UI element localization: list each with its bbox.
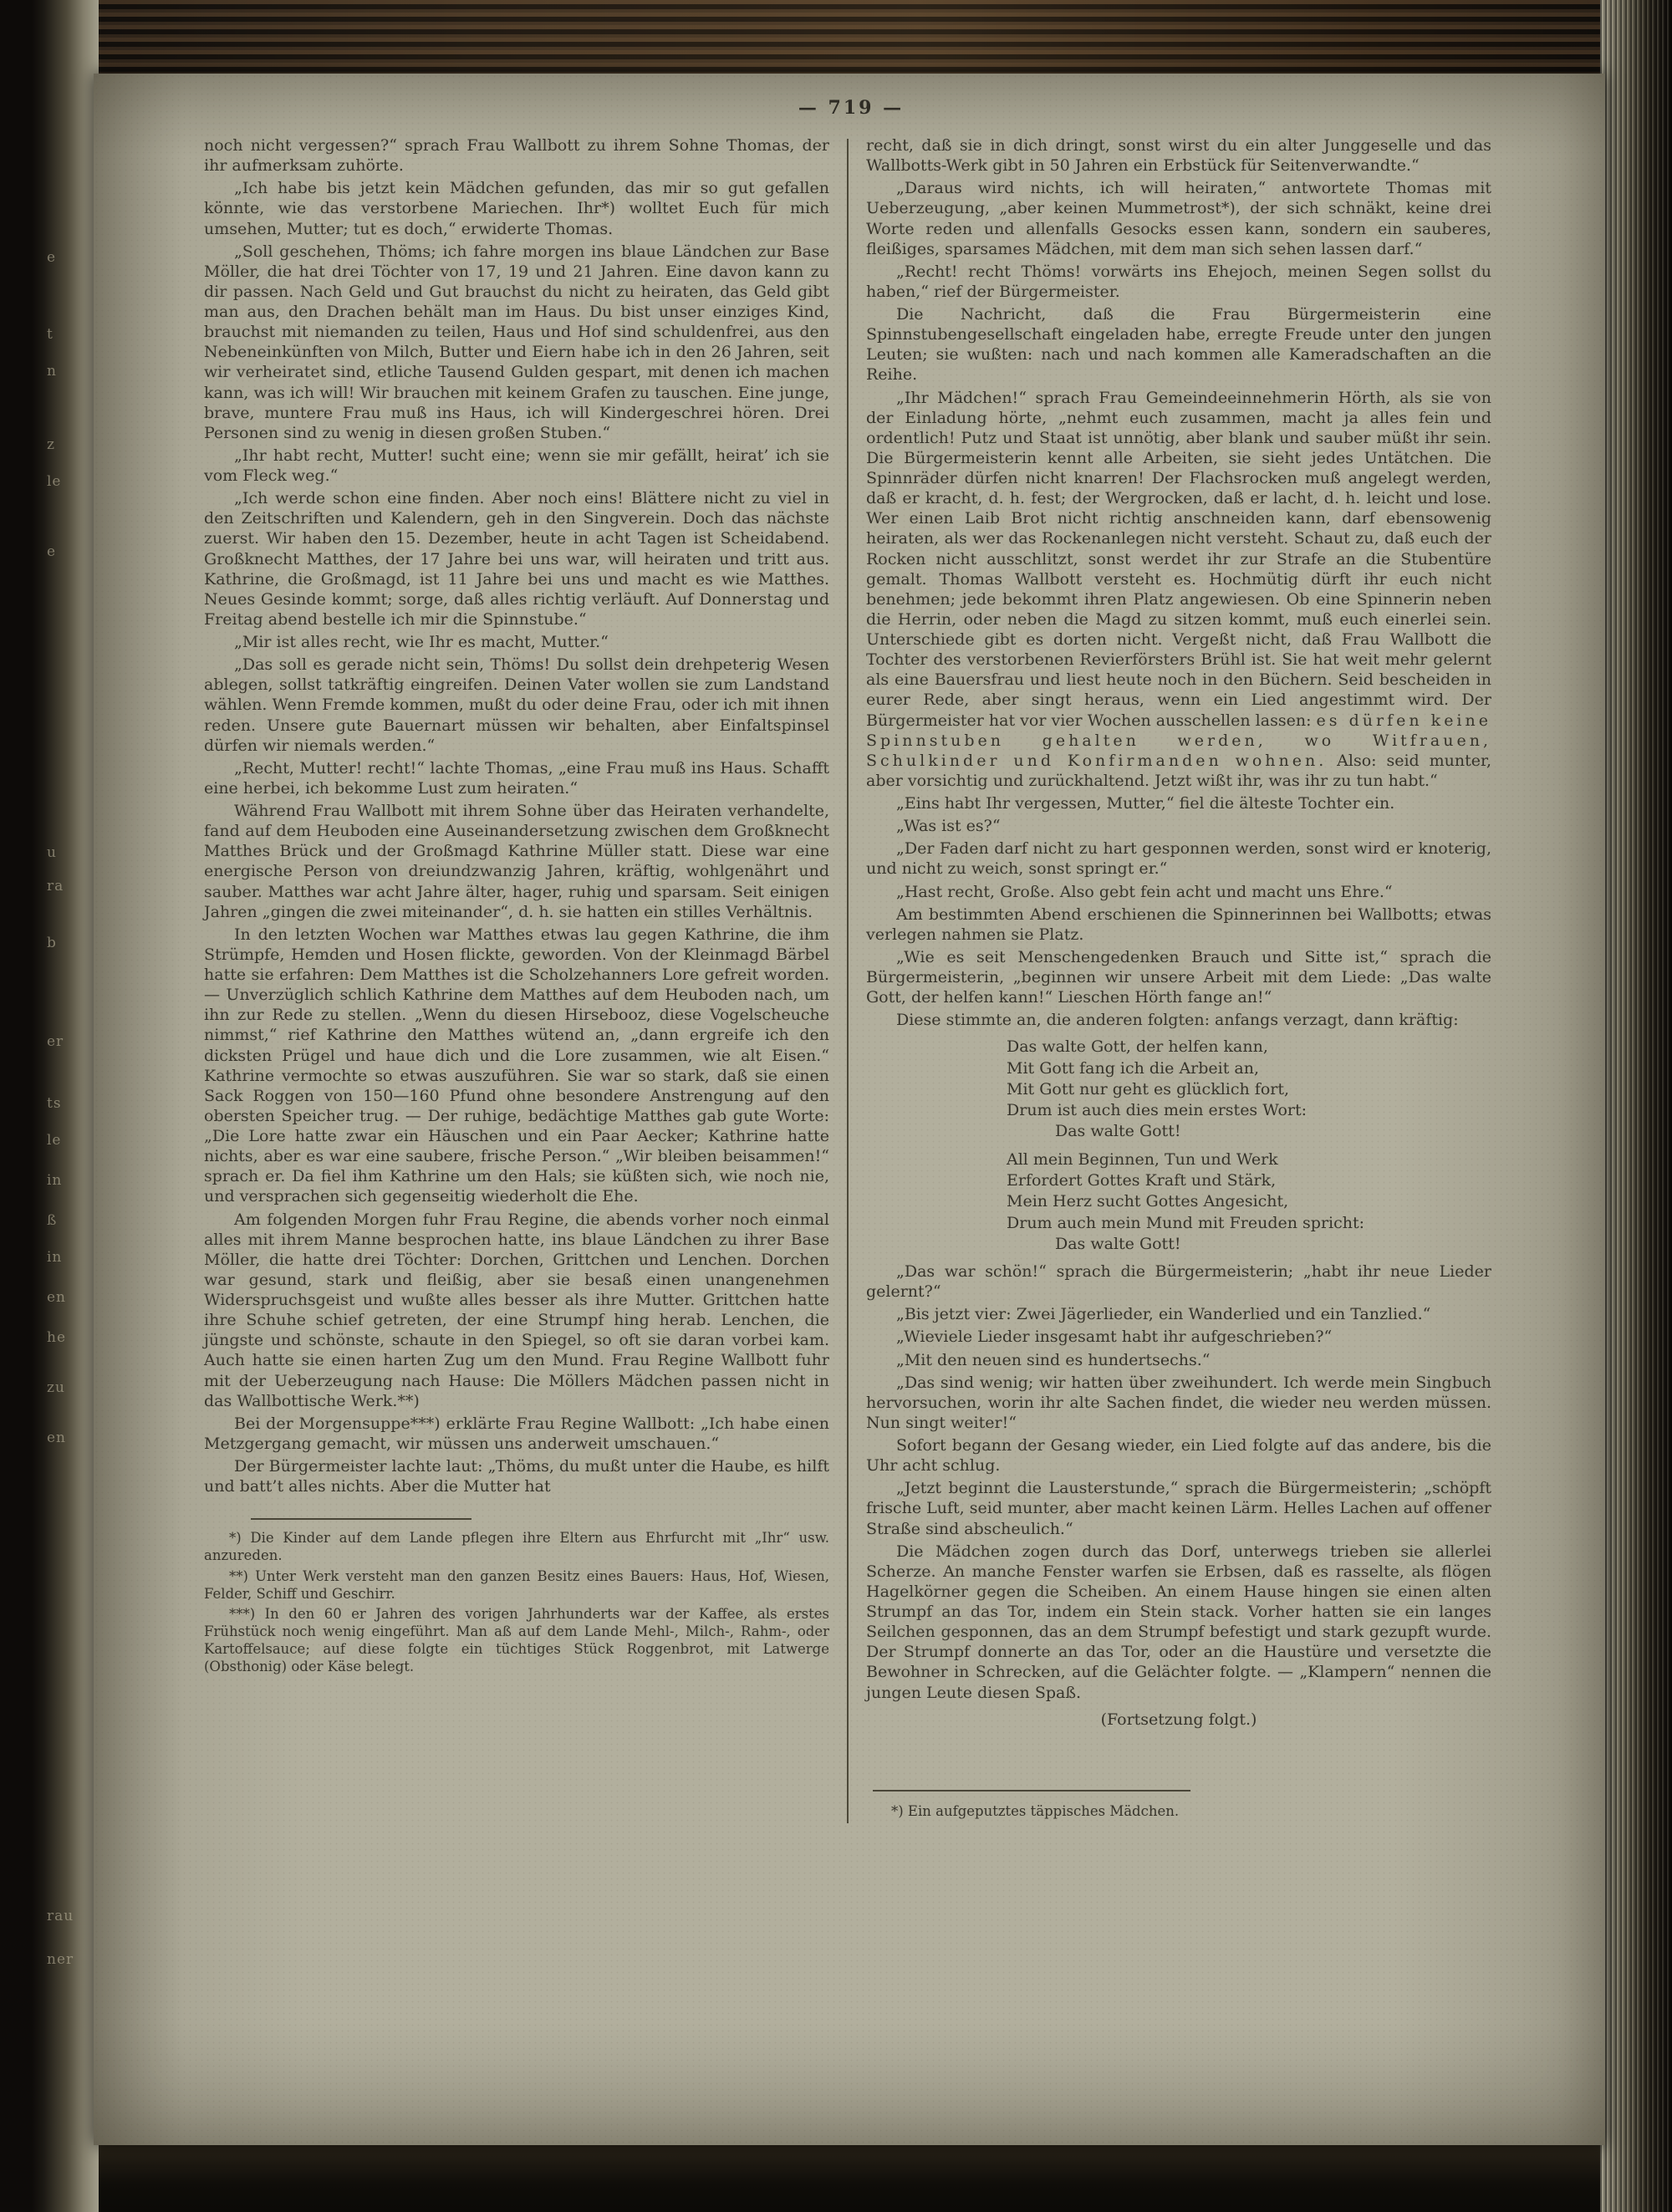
speech-text: „Ihr Mädchen!“ sprach Frau Gemeindeeinnehmerin Hörth, als sie von der Einladung hörte, „nehmt euch zusammen, macht ja alles fein und ordentlich! Putz und Staat ist unnötig, aber blank und sauber müßt ihr sein. Die Bürgermeisterin kennt alle Arbeiten, sie sieht jedes Untätchen. Die Spinnräder dürfen nicht knarren! Der Flachsrocken muß angelegt werden, daß er kracht, d. h. fest; der Wergrocken, daß er lacht, d. h. leicht und lose. Wer einen Laib Brot nicht richtig anschneiden kann, darf ebensowenig heiraten, als wer das Rockenanlegen nicht versteht. Schaut zu, daß euch der Rocken nicht ausschlitzt, sonst werdet ihr zur Strafe an die Stubentüre gemalt. Thomas Wallbott versteht es. Hochmütig dürft ihr euch nicht benehmen; jede bekommt ihren Platz angewiesen. Ob eine Spinnerin neben die Herrin, oder neben die Magd zu sitzen kommt, muß euch einerlei sein. Unterschiede gibt es dorten nicht. Vergeßt nicht, daß Frau Wallbott die Tochter des verstorbenen Revierförsters Brühl ist. Sie hat weit mehr gelernt als eine Bauersfrau und liest heute noch in den Büchern. Seid bescheiden in eurer Rede, aber singt heraus, wenn ein Lied angestimmt wird. Der Bürgermeister hat vor vier Wochen ausschellen lassen:: [866, 388, 1491, 730]
bleed-through-text: e: [47, 543, 57, 560]
footnote-separator: [251, 1518, 472, 1520]
bleed-through-text: ß: [47, 1212, 58, 1229]
bleed-through-text: t: [47, 326, 54, 343]
paragraph: Am bestimmten Abend erschienen die Spinnerinnen bei Wallbotts; etwas verlegen nahmen sie Platz.: [866, 905, 1491, 944]
page-paper: [94, 74, 1605, 2145]
paragraph: Bei der Morgensuppe***) erklärte Frau Regine Wallbott: „Ich habe einen Metzgergang gemacht, wir müssen uns anderweit umschauen.“: [204, 1414, 829, 1453]
paragraph: „Das sind wenig; wir hatten über zweihundert. Ich werde mein Singbuch hervorsuchen, worin ihr alte Sachen findet, die wieder neu werden müssen. Nun singt weiter!“: [866, 1373, 1491, 1432]
bleed-through-text: er: [47, 1033, 64, 1050]
letter-spaced-text: es dürfen keine Spinnstuben gehalten werden, wo Witfrauen, Schulkinder und Konfirmanden wohnen.: [866, 711, 1491, 770]
footnote: ***) In den 60 er Jahren des vorigen Jahrhunderts war der Kaffee, als erstes Frühstück noch wenig eingeführt. Man aß auf dem Lande Mehl-, Milch-, Rahm-, oder Kartoffelsauce; auf diese folgte ein tüchtiges Stück Roggenbrot, mit Latwerge (Obsthonig) oder Käse belegt.: [204, 1606, 829, 1674]
bleed-through-text: le: [47, 1132, 62, 1149]
paragraph: „Was ist es?“: [896, 817, 1001, 836]
bleed-through-text: rau: [47, 1908, 74, 1924]
footnote: *) Ein aufgeputztes täppisches Mädchen.: [891, 1802, 1180, 1819]
footnote: *) Die Kinder auf dem Lande pflegen ihre Eltern aus Ehrfurcht mit „Ihr“ usw. anzureden.: [204, 1530, 829, 1564]
paragraph: „Jetzt beginnt die Lausterstunde,“ sprach die Bürgermeisterin; „schöpft frische Luft, seid munter, aber macht keinen Lärm. Helles Lachen auf offener Straße sind abscheulich.“: [866, 1479, 1491, 1538]
paragraph: „Hast recht, Große. Also gebt fein acht und macht uns Ehre.“: [896, 882, 1393, 901]
paragraph: „Recht, Mutter! recht!“ lachte Thomas, „eine Frau muß ins Haus. Schafft eine herbei, ich bekomme Lust zum heiraten.“: [204, 758, 829, 798]
hymn-line: Mit Gott fang ich die Arbeit an,: [1007, 1058, 1260, 1078]
speech-text: Also: seid munter, aber vorsichtig und zurückhaltend. Jetzt wißt ihr, was ihr zu tun habt.“: [866, 751, 1491, 790]
bleed-through-text: le: [47, 473, 62, 490]
bleed-through-text: in: [47, 1172, 63, 1189]
paragraph: „Wieviele Lieder insgesamt habt ihr aufgeschrieben?“: [896, 1328, 1333, 1347]
paragraph: „Der Faden darf nicht zu hart gesponnen werden, sonst wird er knoterig, und nicht zu weich, sonst springt er.“: [866, 839, 1491, 879]
paragraph: recht, daß sie in dich dringt, sonst wirst du ein alter Junggeselle und das Wallbotts-Werk gibt in 50 Jahren ein Erbstück für Seitenverwandte.“: [866, 136, 1491, 176]
hymn-line: Mit Gott nur geht es glücklich fort,: [1007, 1079, 1290, 1098]
paragraph: „Ich habe bis jetzt kein Mädchen gefunden, das mir so gut gefallen könnte, wie das verstorbene Mariechen. Ihr*) wolltet Euch für mich umsehen, Mutter; tut es doch,“ erwiderte Thomas.: [204, 179, 829, 238]
paragraph: Am folgenden Morgen fuhr Frau Regine, die abends vorher noch einmal alles mit ihrem Manne besprochen hatte, ins blaue Ländchen zu ihrer Base Möller, die hatte drei Töchter: Dorchen, Grittchen und Lenchen. Dorchen war gesund, stark und fleißig, aber sie besaß einen unangenehmen Widerspruchsgeist und wußte alles besser als ihre Mutter. Grittchen hatte ihre Schuhe schief getreten, der eine Strumpf hing herab. Lenchen, die jüngste und schönste, schaute in den Spiegel, so oft sie daran vorbei kam. Auch hatte sie einen harten Zug um den Mund. Frau Regine Wallbott fuhr mit der Ueberzeugung nach Hause: Die Möllers Mädchen passen nicht in das Wallbottische Werk.**): [204, 1210, 829, 1410]
paragraph: „Recht! recht Thöms! vorwärts ins Ehejoch, meinen Segen sollst du haben,“ rief der Bürgermeister.: [866, 262, 1491, 301]
hymn-verse-2: [1007, 1149, 1491, 1255]
hymn-line: Drum auch mein Mund mit Freuden spricht:: [1007, 1213, 1365, 1232]
bleed-through-text: en: [47, 1289, 67, 1306]
footnote-separator-right: [873, 1790, 1190, 1792]
paragraph: Der Bürgermeister lachte laut: „Thöms, du mußt unter die Haube, es hilft und batt’t alles nichts. Aber die Mutter hat: [204, 1457, 829, 1496]
page-content: [94, 74, 1605, 2145]
paragraph: „Ihr habt recht, Mutter! sucht eine; wenn sie mir gefällt, heirat’ ich sie vom Fleck weg.“: [204, 446, 829, 485]
page-edges-right: [1600, 0, 1672, 2212]
bleed-through-text: b: [47, 935, 57, 951]
paragraph: „Daraus wird nichts, ich will heiraten,“ antwortete Thomas mit Ueberzeugung, „aber keinen Mummetrost*), der sich schnäkt, keine drei Worte reden und allenfalls Gesocks essen kann, sondern ein sauberes, fleißiges, sparsames Mädchen, mit dem man sich sehen lassen darf.“: [866, 179, 1491, 258]
bleed-through-text: in: [47, 1249, 63, 1266]
paragraph: „Das soll es gerade nicht sein, Thöms! Du sollst dein drehpeterig Wesen ablegen, sollst tatkräftig eingreifen. Deinen Vater wollen sie zum Landstand wählen. Wenn Fremde kommen, mußt du oder deine Frau, oder ich mit ihnen reden. Unsere gute Bauernart müssen wir behalten, aber Einfaltspinsel dürfen wir niemals werden.“: [204, 655, 829, 755]
text-columns: [204, 135, 1498, 1823]
paragraph: „Soll geschehen, Thöms; ich fahre morgen ins blaue Ländchen zur Base Möller, die hat drei Töchter von 17, 19 und 21 Jahren. Eine davon kann zu dir passen. Nach Geld und Gut brauchst du nicht zu heiraten, das Geld gibt man aus, den Drachen behält man im Haus. Du bist unser einziges Kind, brauchst mit niemanden zu teilen, Haus und Hof sind schuldenfrei, aus den Nebeneinkünften von Milch, Butter und Eiern habe ich in den 26 Jahren, seit wir verheiratet sind, etliche Tausend Gulden gespart, mit denen ich machen kann, was ich will! Wir brauchen mit keinem Grafen zu tauschen. Eine junge, brave, muntere Frau muß ins Haus, ich will Kindergeschrei hören. Drei Personen sind zu wenig in diesen großen Stuben.“: [204, 242, 829, 442]
hymn-line: Das walte Gott!: [1055, 1122, 1181, 1141]
column-divider: [847, 139, 849, 1823]
hymn-line: Das walte Gott!: [1055, 1234, 1181, 1253]
bleed-through-text: n: [47, 363, 57, 380]
paragraph: Während Frau Wallbott mit ihrem Sohne über das Heiraten verhandelte, fand auf dem Heuboden eine Auseinandersetzung zwischen dem Großknecht Matthes Brück und der Großmagd Kathrine Müller statt. Diese war eine energische Person von dreiundzwanzig Jahren, kräftig, wohlgenährt und sauber. Matthes war acht Jahre älter, hager, ruhig und sparsam. Seit einigen Jahren „gingen die zwei miteinander“, d. h. sie hatten ein stilles Verhältnis.: [204, 802, 829, 921]
bleed-through-text: e: [47, 249, 57, 266]
paragraph: noch nicht vergessen?“ sprach Frau Wallbott zu ihrem Sohne Thomas, der ihr aufmerksam zuhörte.: [204, 136, 829, 176]
hymn-line: Das walte Gott, der helfen kann,: [1007, 1037, 1268, 1057]
bleed-through-text: zu: [47, 1379, 65, 1396]
paragraph-with-emphasis: [866, 388, 1491, 792]
right-column: [866, 135, 1491, 1823]
paragraph: „Ich werde schon eine finden. Aber noch eins! Blättere nicht zu viel in den Zeitschriften und Kalendern, geh in den Singverein. Doch das nächste zuerst. Wir haben den 15. Dezember, heute in acht Tagen ist Scheidabend. Großknecht Matthes, der 17 Jahre bei uns war, will heiraten und tritt aus. Kathrine, die Großmagd, ist 11 Jahre bei uns und macht es wie Matthes. Neues Gesinde kommt; sorge, daß alles richtig verläuft. Auf Donnerstag und Freitag abend bestelle ich mir die Spinnstube.“: [204, 489, 829, 629]
bleed-through-text: ner: [47, 1951, 74, 1968]
footnote: **) Unter Werk versteht man den ganzen Besitz eines Bauers: Haus, Hof, Wiesen, Felder, Schiff und Geschirr.: [204, 1567, 829, 1602]
hymn-line: Mein Herz sucht Gottes Angesicht,: [1007, 1192, 1289, 1211]
paragraph: Die Mädchen zogen durch das Dorf, unterwegs trieben sie allerlei Scherze. An manche Fenster warfen sie Erbsen, daß es rasselte, als flögen Hagelkörner gegen die Scheiben. An einem Hause hingen sie einen alten Strumpf an das Tor, indem ein Stein stack. Vorher hatten sie ein langes Seilchen gesponnen, das an dem Strumpf befestigt und stark gezupft wurde. Der Strumpf donnerte an das Tor, oder an die Haustüre und versetzte die Bewohner in Schrecken, auf die Gelächter folgte. — „Klampern“ nennen die jungen Leute diesen Spaß.: [866, 1542, 1491, 1702]
bleed-through-text: u: [47, 844, 57, 861]
paragraph: „Bis jetzt vier: Zwei Jägerlieder, ein Wanderlied und ein Tanzlied.“: [896, 1305, 1431, 1324]
continuation-note: (Fortsetzung folgt.): [1100, 1710, 1257, 1729]
paragraph: Diese stimmte an, die anderen folgten: anfangs verzagt, dann kräftig:: [896, 1011, 1459, 1030]
hymn-line: Erfordert Gottes Kraft und Stärk,: [1007, 1170, 1277, 1190]
bleed-through-text: z: [47, 436, 55, 453]
bleed-through-text: he: [47, 1329, 67, 1346]
paragraph: „Mir ist alles recht, wie Ihr es macht, Mutter.“: [234, 633, 609, 651]
background-top-band: [0, 0, 1672, 80]
background-bottom-band: [0, 2143, 1672, 2212]
hymn-line: Drum ist auch dies mein erstes Wort:: [1007, 1101, 1308, 1120]
paragraph: „Das war schön!“ sprach die Bürgermeisterin; „habt ihr neue Lieder gelernt?“: [866, 1262, 1491, 1302]
paragraph: Die Nachricht, daß die Frau Bürgermeisterin eine Spinnstubengesellschaft eingeladen habe, erregte Freude unter den jungen Leuten; sie wußten: nach und nach kommen alle Kameradschaften an die Reihe.: [866, 305, 1491, 385]
bleed-through-text: ts: [47, 1095, 62, 1112]
hymn-line: All mein Beginnen, Tun und Werk: [1007, 1149, 1278, 1169]
paragraph: „Mit den neuen sind es hundertsechs.“: [896, 1350, 1211, 1369]
bleed-through-text: ra: [47, 878, 64, 894]
left-column: [204, 135, 829, 1823]
paragraph: In den letzten Wochen war Matthes etwas lau gegen Kathrine, die ihm Strümpfe, Hemden und Hosen flickte, geworden. Von der Kleinmagd Bärbel hatte sie erfahren: Dem Matthes ist die Scholzehanners Lore gefreit worden. — Unverzüglich schlich Kathrine dem Matthes auf dem Heuboden nach, um ihn zur Rede zu stellen. „Wenn du diesen Hirsebooz, diese Vogelscheuche nimmst,“ rief Kathrine den Matthes wütend an, „dann ergreife ich den dicksten Prügel und haue dich und die Lore zusammen, wie alt Eisen.“ Kathrine vermochte so etwas auszuführen. Sie war so stark, daß sie einen Sack Roggen von 150—160 Pfund ohne besondere Anstrengung auf den obersten Speicher trug. — Der ruhige, bedächtige Matthes gab gute Worte: „Die Lore hatte zwar ein Häuschen und ein Paar Aecker; Kathrine hatte nichts, aber es war eine saubere, frische Person.“ „Wir bleiben beisammen!“ sprach er. Da fiel ihm Kathrine um den Hals; sie küßten sich, wie noch nie, und versprachen sich gegenseitig wiederholt die Ehe.: [204, 925, 829, 1206]
book-binding-left: [0, 0, 99, 2212]
bleed-through-text: en: [47, 1430, 67, 1446]
page-number: — 719 —: [798, 97, 905, 119]
footnotes-left: [204, 1530, 829, 1675]
paragraph: „Eins habt Ihr vergessen, Mutter,“ fiel die älteste Tochter ein.: [896, 794, 1395, 813]
paragraph: Sofort begann der Gesang wieder, ein Lied folgte auf das andere, bis die Uhr acht schlug.: [866, 1436, 1491, 1476]
paragraph: „Wie es seit Menschengedenken Brauch und Sitte ist,“ sprach die Bürgermeisterin, „beginnen wir unsere Arbeit mit dem Liede: „Das walte Gott, der helfen kann!“ Lieschen Hörth fange an!“: [866, 947, 1491, 1007]
hymn-verse-1: [1007, 1037, 1491, 1142]
